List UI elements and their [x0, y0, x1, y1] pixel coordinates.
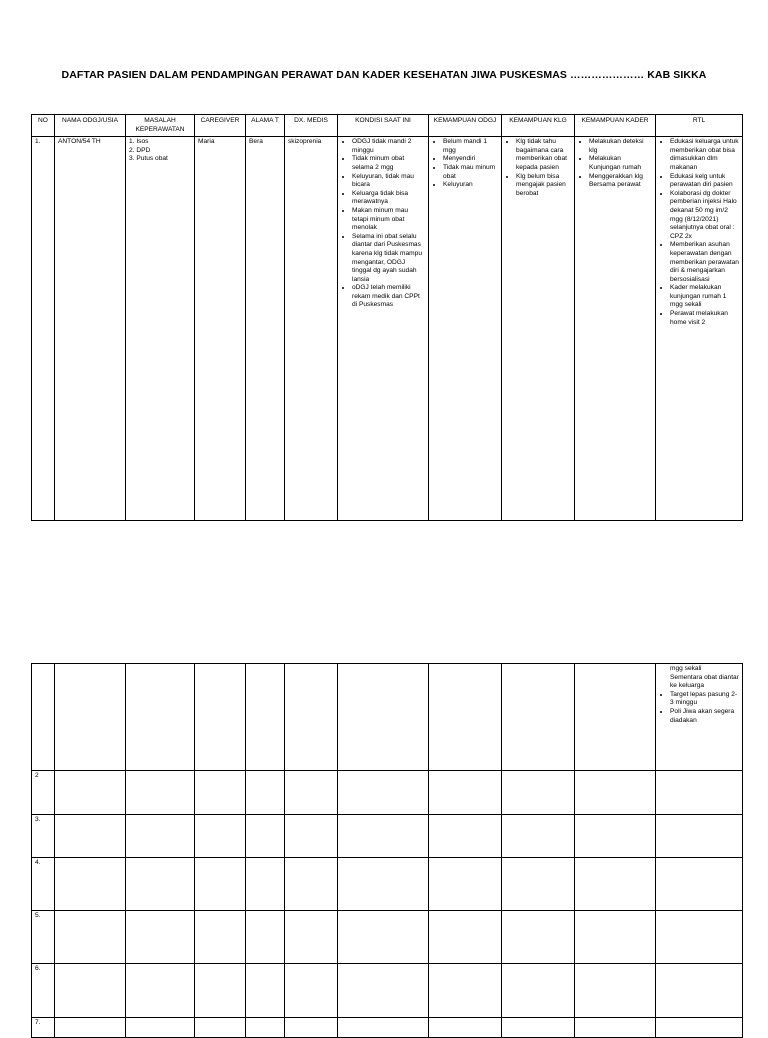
- list-item: • Keluyuran, tidak mau bicara: [352, 173, 425, 190]
- header-kemampuan-kader: KEMAMPUAN KADER: [575, 115, 656, 137]
- list-item: • Keluyuran: [443, 181, 498, 190]
- table-row: [32, 858, 743, 911]
- cell-rtl: [656, 137, 743, 521]
- cell-kemampuan-odgj: [429, 137, 502, 521]
- patient-table: [31, 114, 743, 521]
- table-row: [32, 911, 743, 964]
- list-item: • Tidak minum obat selama 2 mgg: [352, 155, 425, 172]
- cell-no: 4.: [32, 858, 55, 911]
- cell-no: 7.: [32, 1018, 55, 1038]
- header-no: NO: [32, 115, 55, 137]
- cell-no: 3.: [32, 815, 55, 858]
- list-item: 1. Isos: [129, 138, 149, 146]
- cell-caregiver: Maria: [195, 137, 246, 521]
- table-header-row: [32, 115, 743, 137]
- list-item: • Menyendiri: [443, 155, 498, 164]
- list-item: • Edukasi kelg untuk perawatan diri pasien: [670, 173, 739, 190]
- cell-no: 1.: [32, 137, 55, 521]
- list-item: 3. Putus obat: [129, 155, 168, 163]
- list-item: • Kader melakukan kunjungan rumah 1 mgg sekali: [670, 284, 739, 310]
- list-item: • Poli Jiwa akan segera diadakan: [670, 708, 739, 725]
- table-row: [32, 771, 743, 815]
- table-row: [32, 664, 743, 771]
- cell-no: 2: [32, 771, 55, 815]
- list-item: • Klg tidak tahu bagaimana cara memberikan obat kepada pasien: [516, 138, 571, 172]
- list-item: • Tidak mau minum obat: [443, 164, 498, 181]
- list-item: • oDGJ telah memiliki rekam medik dan CPPt di Puskesmas: [352, 284, 425, 310]
- cell-kondisi: [338, 137, 429, 521]
- header-rtl: RTL: [656, 115, 743, 137]
- cell-nama: ANTON/54 TH: [55, 137, 126, 521]
- list-item: • Kolaborasi dg dokter pemberian injeksi Halo dekanat 50 mg im/2 mgg (8/12/2021) selanjutnya obat oral : CPZ 2x: [670, 190, 739, 242]
- list-item: • Perawat melakukan home visit 2: [670, 310, 739, 327]
- patient-table-continued: [31, 663, 743, 1038]
- list-item: • Makan minum mau tetapi minum obat menolak: [352, 207, 425, 233]
- page-title: DAFTAR PASIEN DALAM PENDAMPINGAN PERAWAT DAN KADER KESEHATAN JIWA PUSKESMAS ………………… KAB SIKKA: [61, 69, 707, 81]
- cell-rtl-continued: [656, 664, 743, 771]
- cell-no: 5.: [32, 911, 55, 964]
- cell-dx-medis: skizoprenia: [285, 137, 338, 521]
- cell-alamat: Bera: [246, 137, 285, 521]
- list-item: • ODGJ tidak mandi 2 minggu: [352, 138, 425, 155]
- table-row: [32, 964, 743, 1018]
- header-kemampuan-odgj: KEMAMPUAN ODGJ: [429, 115, 502, 137]
- cell-kemampuan-kader: [575, 137, 656, 521]
- list-item: • Klg belum bisa mengajak pasien berobat: [516, 173, 571, 199]
- list-item: 2. DPD: [129, 146, 151, 154]
- table-row: [32, 137, 743, 521]
- list-item: • Target lepas pasung 2-3 minggu: [670, 691, 739, 708]
- cell-kemampuan-klg: [502, 137, 575, 521]
- rtl-continued-text: mgg sekali: [670, 665, 702, 672]
- rtl-continued-text: Sementara obat diantar ke keluarga: [670, 673, 739, 690]
- header-alamat: ALAMA T: [246, 115, 285, 137]
- list-item: • Edukasi keluarga untuk memberikan obat bisa dimasukkan dlm makanan: [670, 138, 739, 172]
- cell-no: 6.: [32, 964, 55, 1018]
- header-kemampuan-klg: KEMAMPUAN KLG: [502, 115, 575, 137]
- list-item: • Belum mandi 1 mgg: [443, 138, 498, 155]
- list-item: • Memberikan asuhan keperawatan dengan memberikan perawatan diri & mengajarkan bersosialisasi: [670, 241, 739, 284]
- cell-masalah: [126, 137, 195, 521]
- list-item: • Selama ini obat selalu diantar dari Puskesmas karena klg tidak mampu mengantar, ODGJ tinggal dg ayah sudah lansia: [352, 233, 425, 285]
- table-row: [32, 1018, 743, 1038]
- list-item: • Keluarga tidak bisa merawatnya: [352, 190, 425, 207]
- header-kondisi: KONDISI SAAT INI: [338, 115, 429, 137]
- list-item: • Melakukan Kunjungan rumah: [589, 155, 652, 172]
- list-item: • Melakukan deteksi klg: [589, 138, 652, 155]
- header-masalah: MASALAH KEPERAWATAN: [126, 115, 195, 137]
- list-item: • Menggerakkan klg Bersama perawat: [589, 173, 652, 190]
- header-dx-medis: DX. MEDIS: [285, 115, 338, 137]
- header-caregiver: CAREGIVER: [195, 115, 246, 137]
- table-row: [32, 815, 743, 858]
- header-nama: NAMA ODGJ/USIA: [55, 115, 126, 137]
